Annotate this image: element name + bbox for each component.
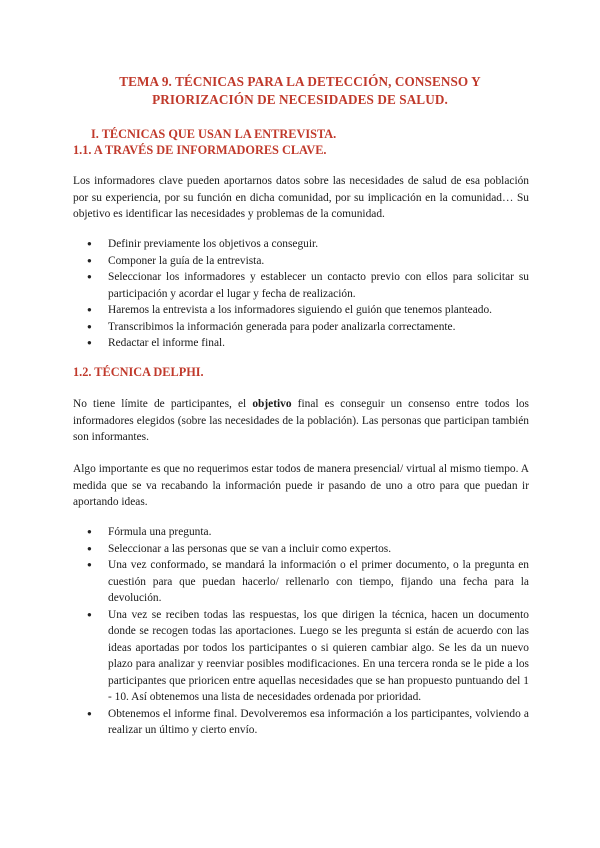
title-line-2: PRIORIZACIÓN DE NECESIDADES DE SALUD.: [152, 92, 448, 107]
list-item: ● Seleccionar los informadores y establecer un contacto previo con ellos para solicitar su participación y acordar el lugar y fecha de realización.: [73, 269, 529, 302]
paragraph-text: final es conseguir un consenso entre todos los informadores elegidos (sobre las necesidades de la población). Las personas que participan también son informantes.: [73, 398, 529, 443]
list-informadores: [73, 236, 529, 352]
section-heading-1: I. TÉCNICAS QUE USAN LA ENTREVISTA.: [91, 127, 337, 141]
paragraph-delphi-1: [73, 396, 529, 446]
subsection-heading-1-2: 1.2. TÉCNICA DELPHI.: [73, 365, 204, 379]
bold-term: objetivo: [252, 398, 292, 410]
list-item: ● Redactar el informe final.: [73, 335, 529, 352]
list-item: ● Transcribimos la información generada para poder analizarla correctamente.: [73, 319, 529, 336]
paragraph-delphi-2: Algo importante es que no requerimos estar todos de manera presencial/ virtual al mismo tiempo. A medida que se va recabando la información puede ir pasando de uno a otro para que puedan ir aportando ideas.: [73, 463, 529, 508]
list-item: ● Definir previamente los objetivos a conseguir.: [73, 236, 529, 253]
document-title: [60, 73, 540, 109]
list-item: ● Una vez se reciben todas las respuestas, los que dirigen la técnica, hacen un documento donde se recogen todas las aportaciones. Luego se les pregunta si están de acuerdo con las ideas aportadas por todos los participantes o si quieren cambiar algo. Se les da un nuevo plazo para analizar y reenviar posibles modificaciones. En una tercera ronda se le pide a los participantes que prioricen entre aquellas necesidades que se han propuesto puntuando del 1 - 10. Así obtenemos una lista de necesidades ordenada por prioridad.: [73, 607, 529, 706]
title-line-1: TEMA 9. TÉCNICAS PARA LA DETECCIÓN, CONSENSO Y: [119, 74, 481, 89]
paragraph-text: No tiene límite de participantes, el: [73, 398, 253, 410]
subsection-heading-1-1: 1.1. A TRAVÉS DE INFORMADORES CLAVE.: [73, 143, 327, 157]
list-item: ● Obtenemos el informe final. Devolveremos esa información a los participantes, volviendo a realizar un último y cierto envío.: [73, 706, 529, 739]
list-delphi: [73, 524, 529, 739]
list-item: ● Seleccionar a las personas que se van a incluir como expertos.: [73, 541, 529, 558]
list-item: ● Haremos la entrevista a los informadores siguiendo el guión que tenemos planteado.: [73, 302, 529, 319]
paragraph-informadores: Los informadores clave pueden aportarnos datos sobre las necesidades de salud de esa población por su experiencia, por su función en dicha comunidad, por su implicación en la comunidad… Su objetivo es identificar las necesidades y problemas de la comunidad.: [73, 175, 529, 220]
list-item: ● Una vez conformado, se mandará la información o el primer documento, o la pregunta en cuestión para que puedan hacerlo/ rellenarlo con tiempo, fijando una fecha para la devolución.: [73, 557, 529, 607]
list-item: ● Componer la guía de la entrevista.: [73, 253, 529, 270]
list-item: ● Fórmula una pregunta.: [73, 524, 529, 541]
